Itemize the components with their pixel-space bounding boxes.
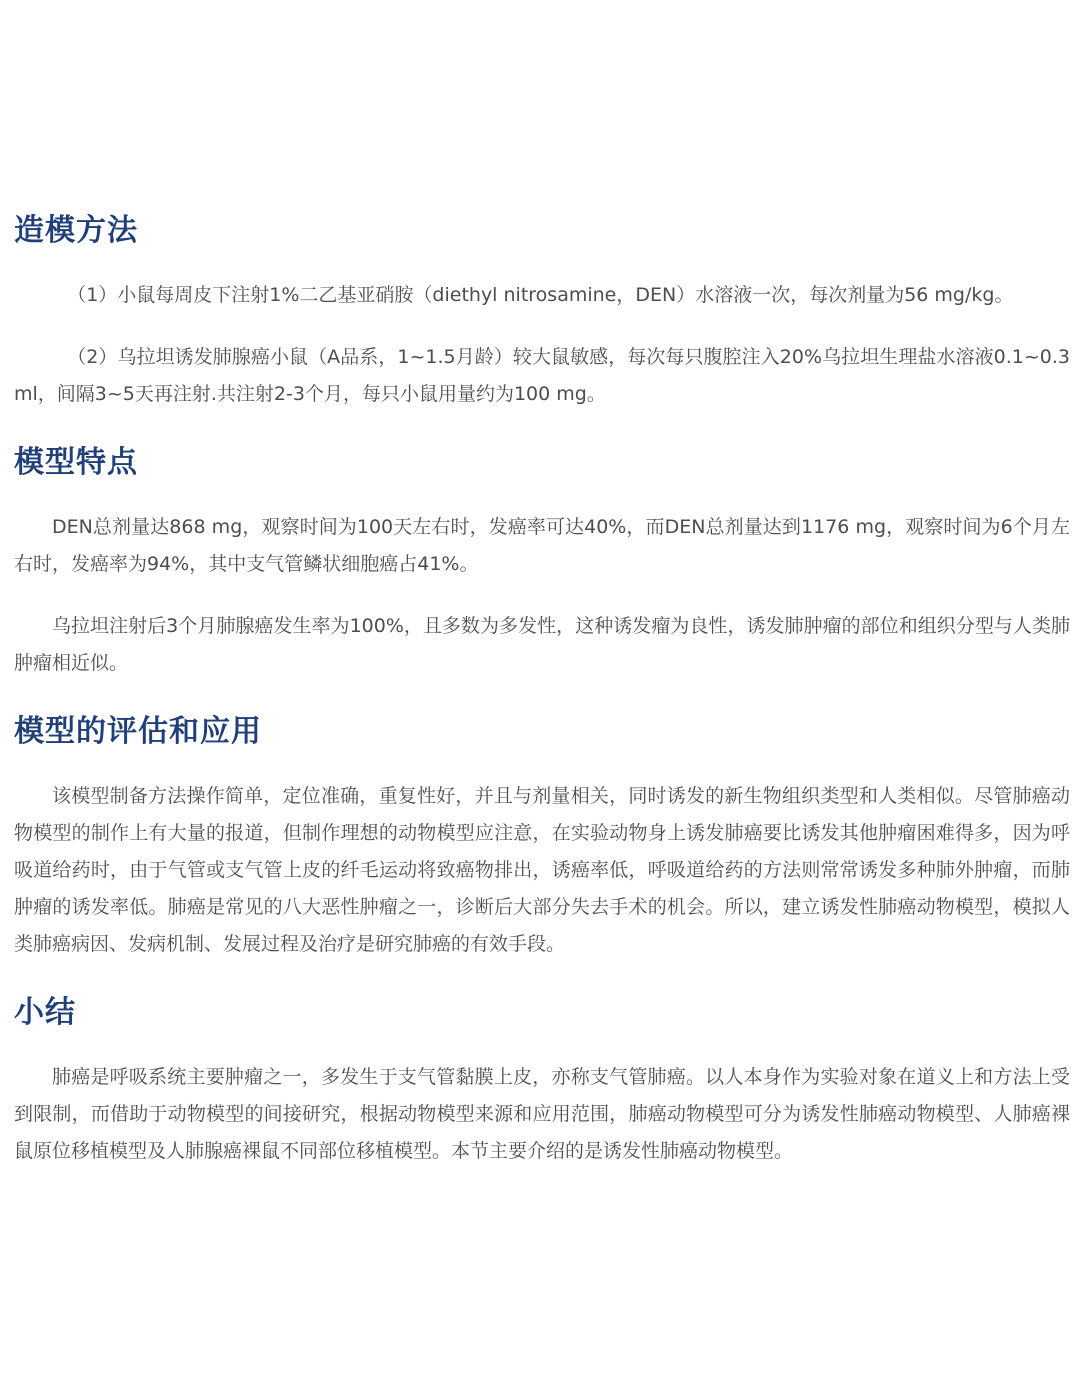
evaluation-paragraph: 该模型制备方法操作简单，定位准确，重复性好，并且与剂量相关，同时诱发的新生物组织类型和人类相似。尽管肺癌动物模型的制作上有大量的报道，但制作理想的动物模型应注意，在实验动物身上诱发肺癌要比诱发其他肿瘤困难得多，因为呼吸道给药时，由于气管或支气管上皮的纤毛运动将致癌物排出，诱癌率低，呼吸道给药的方法则常常诱发多种肺外肿瘤，而肺肿瘤的诱发率低。肺癌是常见的八大恶性肿瘤之一，诊断后大部分失去手术的机会。所以，建立诱发性肺癌动物模型，模拟人类肺癌病因、发病机制、发展过程及治疗是研究肺癌的有效手段。 [14,785,1070,955]
summary-paragraph: 肺癌是呼吸系统主要肿瘤之一，多发生于支气管黏膜上皮，亦称支气管肺癌。以人本身作为实验对象在道义上和方法上受到限制，而借助于动物模型的间接研究，根据动物模型来源和应用范围，肺癌动物模型可分为诱发性肺癌动物模型、人肺癌裸鼠原位移植模型及人肺腺癌裸鼠不同部位移植模型。本节主要介绍的是诱发性肺癌动物模型。 [14,1066,1070,1162]
section-title-evaluation: 模型的评估和应用 [14,714,262,749]
features-paragraph-1: DEN总剂量达868 mg，观察时间为100天左右时，发癌率可达40%，而DEN总剂量达到1176 mg，观察时间为6个月左右时，发癌率为94%，其中支气管鳞状细胞癌占41%。 [14,516,1070,575]
method-paragraph-2: （2）乌拉坦诱发肺腺癌小鼠（A品系，1~1.5月龄）较大鼠敏感，每次每只腹腔注入20%乌拉坦生理盐水溶液0.1~0.3 ml，间隔3~5天再注射.共注射2-3个月，每只小鼠用量约为100 mg。 [14,346,1070,405]
method-paragraph-1: （1）小鼠每周皮下注射1%二乙基亚硝胺（diethyl nitrosamine，DEN）水溶液一次，每次剂量为56 mg/kg。 [67,284,1014,306]
section-title-method: 造模方法 [14,213,138,248]
section-title-features: 模型特点 [14,445,138,480]
features-paragraph-2: 乌拉坦注射后3个月肺腺癌发生率为100%，且多数为多发性，这种诱发瘤为良性，诱发肺肿瘤的部位和组织分型与人类肺肿瘤相近似。 [14,615,1070,674]
section-title-summary: 小结 [14,995,76,1030]
article-body [14,205,1070,1170]
